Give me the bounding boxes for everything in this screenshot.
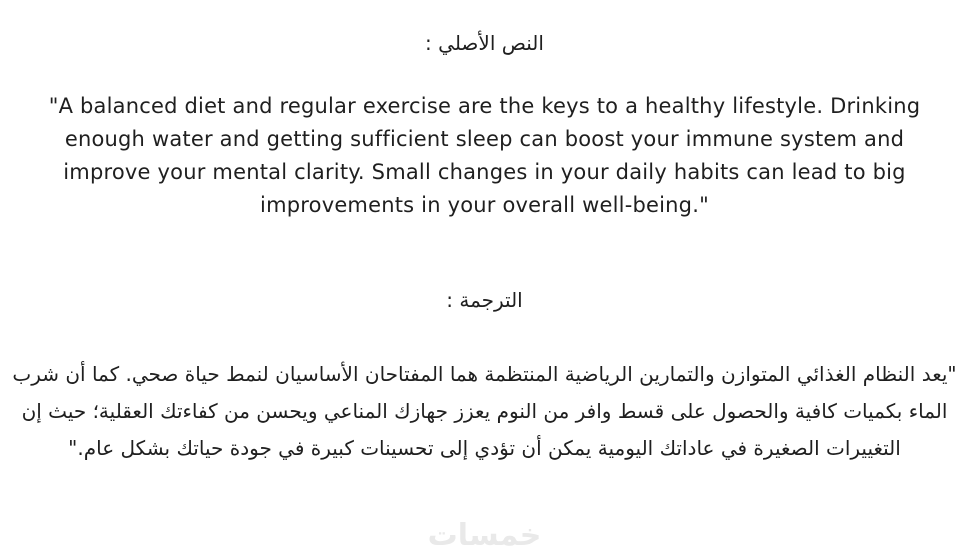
translation-heading: الترجمة : xyxy=(446,288,523,312)
original-text-heading: النص الأصلي : xyxy=(425,31,544,55)
khamsat-watermark-logo: خمسات xyxy=(427,518,542,553)
original-english-paragraph: "A balanced diet and regular exercise are the keys to a healthy lifestyle. Drinking enough water and getting sufficient sleep can boost your immune system and improve your mental clarity. Small changes in your daily habits can lead to big improvements in your overall well-being." xyxy=(48,94,921,217)
arabic-translation-paragraph: "يعد النظام الغذائي المتوازن والتمارين الرياضية المنتظمة هما المفتاحان الأساسيان لنمط حياة صحي. كما أن شرب الماء بكميات كافية والحصول على قسط وافر من النوم يعزز جهازك المناعي ويحسن من كفاءتك العقلية؛ حيث إن التغييرات الصغيرة في عاداتك اليومية يمكن أن تؤدي إلى تحسينات كبيرة في جودة حياتك بشكل عام." xyxy=(12,362,957,460)
